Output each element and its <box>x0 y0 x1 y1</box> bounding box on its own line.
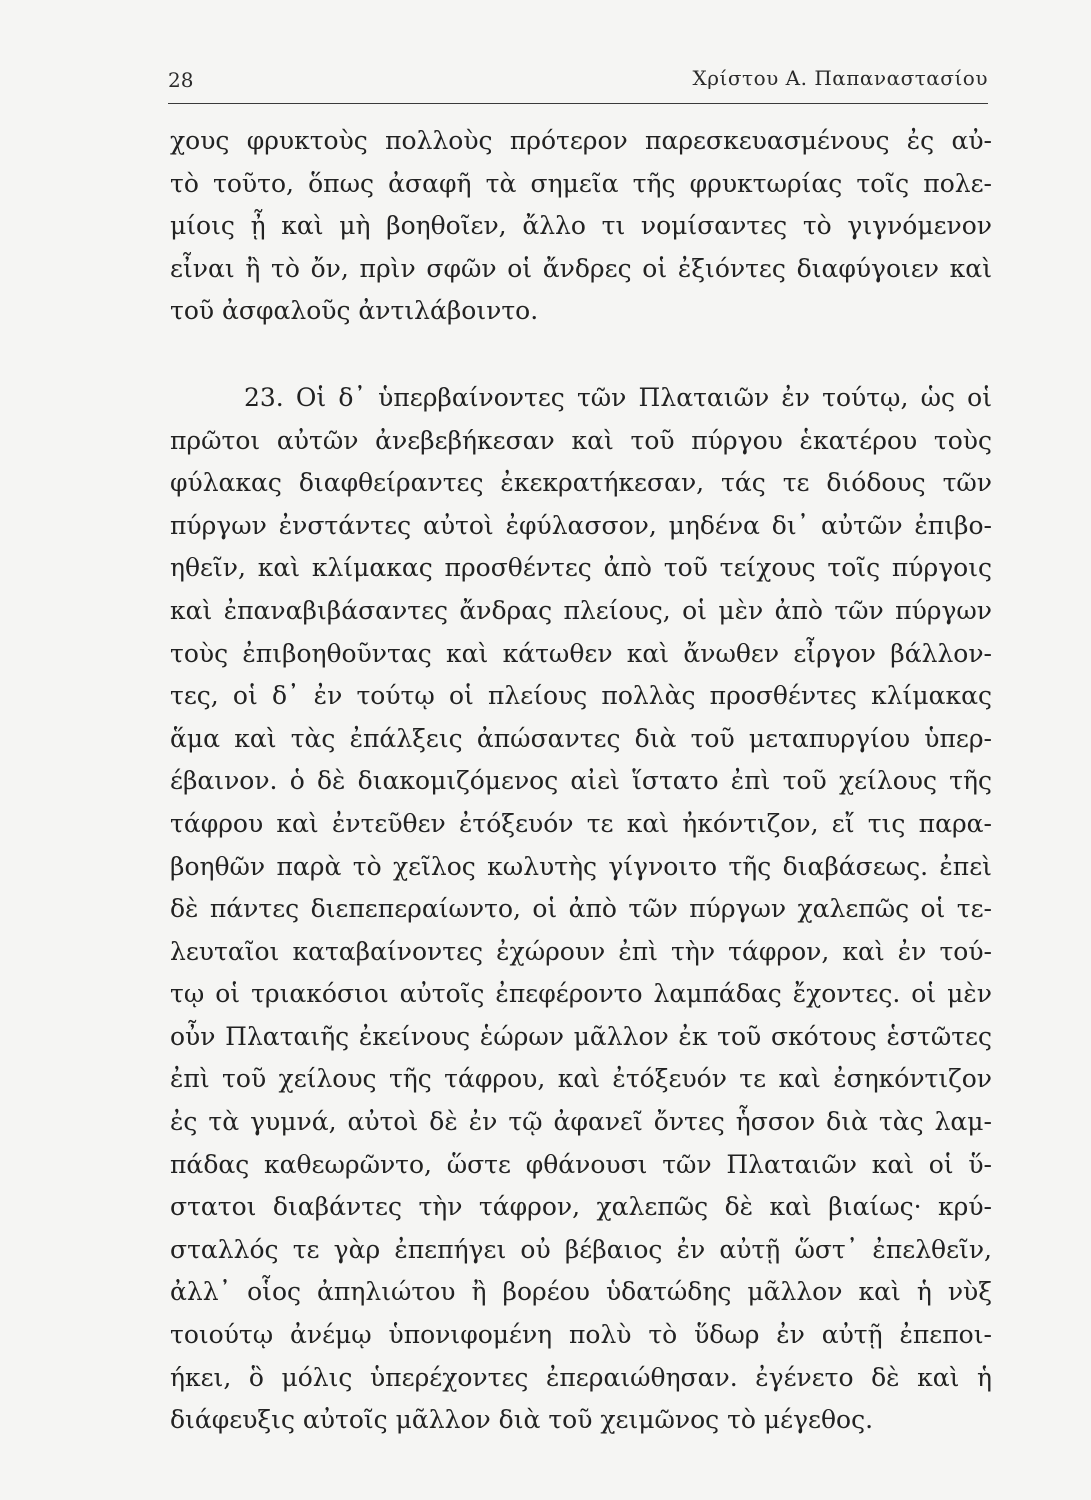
text-line: πάδας καθεωρῶντο, ὥστε φθάνουσι τῶν Πλαταιῶν καὶ οἱ ὕ- <box>170 1149 992 1179</box>
text-line: έβαινον. ὁ δὲ διακομιζόμενος αἰεὶ ἵστατο ἐπὶ τοῦ χείλους τῆς <box>170 766 992 796</box>
text-line: τὸ τοῦτο, ὅπως ἀσαφῆ τὰ σημεῖα τῆς φρυκτωρίας τοῖς πολε- <box>170 168 992 198</box>
text-line: ἅμα καὶ τὰς ἐπάλξεις ἀπώσαντες διὰ τοῦ μεταπυργίου ὑπερ- <box>170 723 992 753</box>
text-line: μίοις ᾖ καὶ μὴ βοηθοῖεν, ἄλλο τι νομίσαντες τὸ γιγνόμενον <box>170 211 992 241</box>
text-line: τες, οἱ δ᾽ ἐν τούτῳ οἱ πλείους πολλὰς προσθέντες κλίμακας <box>170 681 992 711</box>
body-text <box>170 120 992 1442</box>
text-line: ἐπὶ τοῦ χείλους τῆς τάφρου, καὶ ἐτόξευόν τε καὶ ἐσηκόντιζον <box>170 1064 992 1094</box>
text-line: πρῶτοι αὐτῶν ἀνεβεβήκεσαν καὶ τοῦ πύργου ἑκατέρου τοὺς <box>170 425 992 455</box>
paragraph-2 <box>170 377 992 1442</box>
header-rule <box>168 103 988 104</box>
text-line: ηθεῖν, καὶ κλίμακας προσθέντες ἀπὸ τοῦ τείχους τοῖς πύργοις <box>170 553 992 583</box>
text-line: τάφρου καὶ ἐντεῦθεν ἐτόξευόν τε καὶ ἠκόντιζον, εἴ τις παρα- <box>170 808 992 838</box>
text-line: διάφευξις αὐτοῖς μᾶλλον διὰ τοῦ χειμῶνος τὸ μέγεθος. <box>170 1405 874 1435</box>
text-line: τῳ οἱ τριακόσιοι αὐτοῖς ἐπεφέροντο λαμπάδας ἔχοντες. οἱ μὲν <box>170 979 992 1009</box>
text-line: βοηθῶν παρὰ τὸ χεῖλος κωλυτὴς γίγνοιτο τῆς διαβάσεως. ἐπεὶ <box>170 851 992 881</box>
text-line: ήκει, ὃ μόλις ὑπερέχοντες ἐπεραιώθησαν. ἐγένετο δὲ καὶ ἡ <box>170 1362 992 1392</box>
text-line: καὶ ἐπαναβιβάσαντες ἄνδρας πλείους, οἱ μὲν ἀπὸ τῶν πύργων <box>170 595 992 625</box>
text-line: τοιούτῳ ἀνέμῳ ὑπονιφομένη πολὺ τὸ ὕδωρ ἐν αὐτῇ ἐπεποι- <box>170 1320 992 1350</box>
text-line: ἀλλ᾽ οἷος ἀπηλιώτου ἢ βορέου ὑδατώδης μᾶλλον καὶ ἡ νὺξ <box>170 1277 992 1307</box>
text-line: πύργων ἐνστάντες αὐτοὶ ἐφύλασσον, μηδένα δι᾽ αὐτῶν ἐπιβο- <box>170 510 992 540</box>
text-line: δὲ πάντες διεπεπεραίωντο, οἱ ἀπὸ τῶν πύργων χαλεπῶς οἱ τε- <box>170 894 992 924</box>
running-head-author: Χρίστου Α. Παπαναστασίου <box>692 66 988 90</box>
paragraph-1 <box>170 120 992 333</box>
text-line: ἐς τὰ γυμνά, αὐτοὶ δὲ ἐν τῷ ἀφανεῖ ὄντες ἧσσον διὰ τὰς λαμ- <box>170 1107 992 1137</box>
running-head <box>168 62 988 102</box>
page-number: 28 <box>168 68 194 92</box>
text-line: σταλλός τε γὰρ ἐπεπήγει οὐ βέβαιος ἐν αὐτῇ ὥστ᾽ ἐπελθεῖν, <box>170 1234 992 1264</box>
text-line: τοὺς ἐπιβοηθοῦντας καὶ κάτωθεν καὶ ἄνωθεν εἶργον βάλλον- <box>170 638 992 668</box>
text-line: οὖν Πλαταιῆς ἐκείνους ἑώρων μᾶλλον ἐκ τοῦ σκότους ἑστῶτες <box>170 1021 992 1051</box>
text-line: χους φρυκτοὺς πολλοὺς πρότερον παρεσκευασμένους ἐς αὐ- <box>170 126 992 155</box>
text-line: λευταῖοι καταβαίνοντες ἐχώρουν ἐπὶ τὴν τάφρον, καὶ ἐν τού- <box>170 936 992 966</box>
text-line: φύλακας διαφθείραντες ἐκεκρατήκεσαν, τάς τε διόδους τῶν <box>170 468 992 498</box>
text-line: τοῦ ἀσφαλοῦς ἀντιλάβοιντο. <box>170 296 539 326</box>
paragraph-gap <box>170 333 992 377</box>
text-line: εἶναι ἢ τὸ ὄν, πρὶν σφῶν οἱ ἄνδρες οἱ ἐξιόντες διαφύγοιεν καὶ <box>170 253 992 283</box>
text-line: 23. Οἱ δ᾽ ὑπερβαίνοντες τῶν Πλαταιῶν ἐν τούτῳ, ὡς οἱ <box>244 382 992 412</box>
text-line: στατοι διαβάντες τὴν τάφρον, χαλεπῶς δὲ καὶ βιαίως· κρύ- <box>170 1192 992 1222</box>
